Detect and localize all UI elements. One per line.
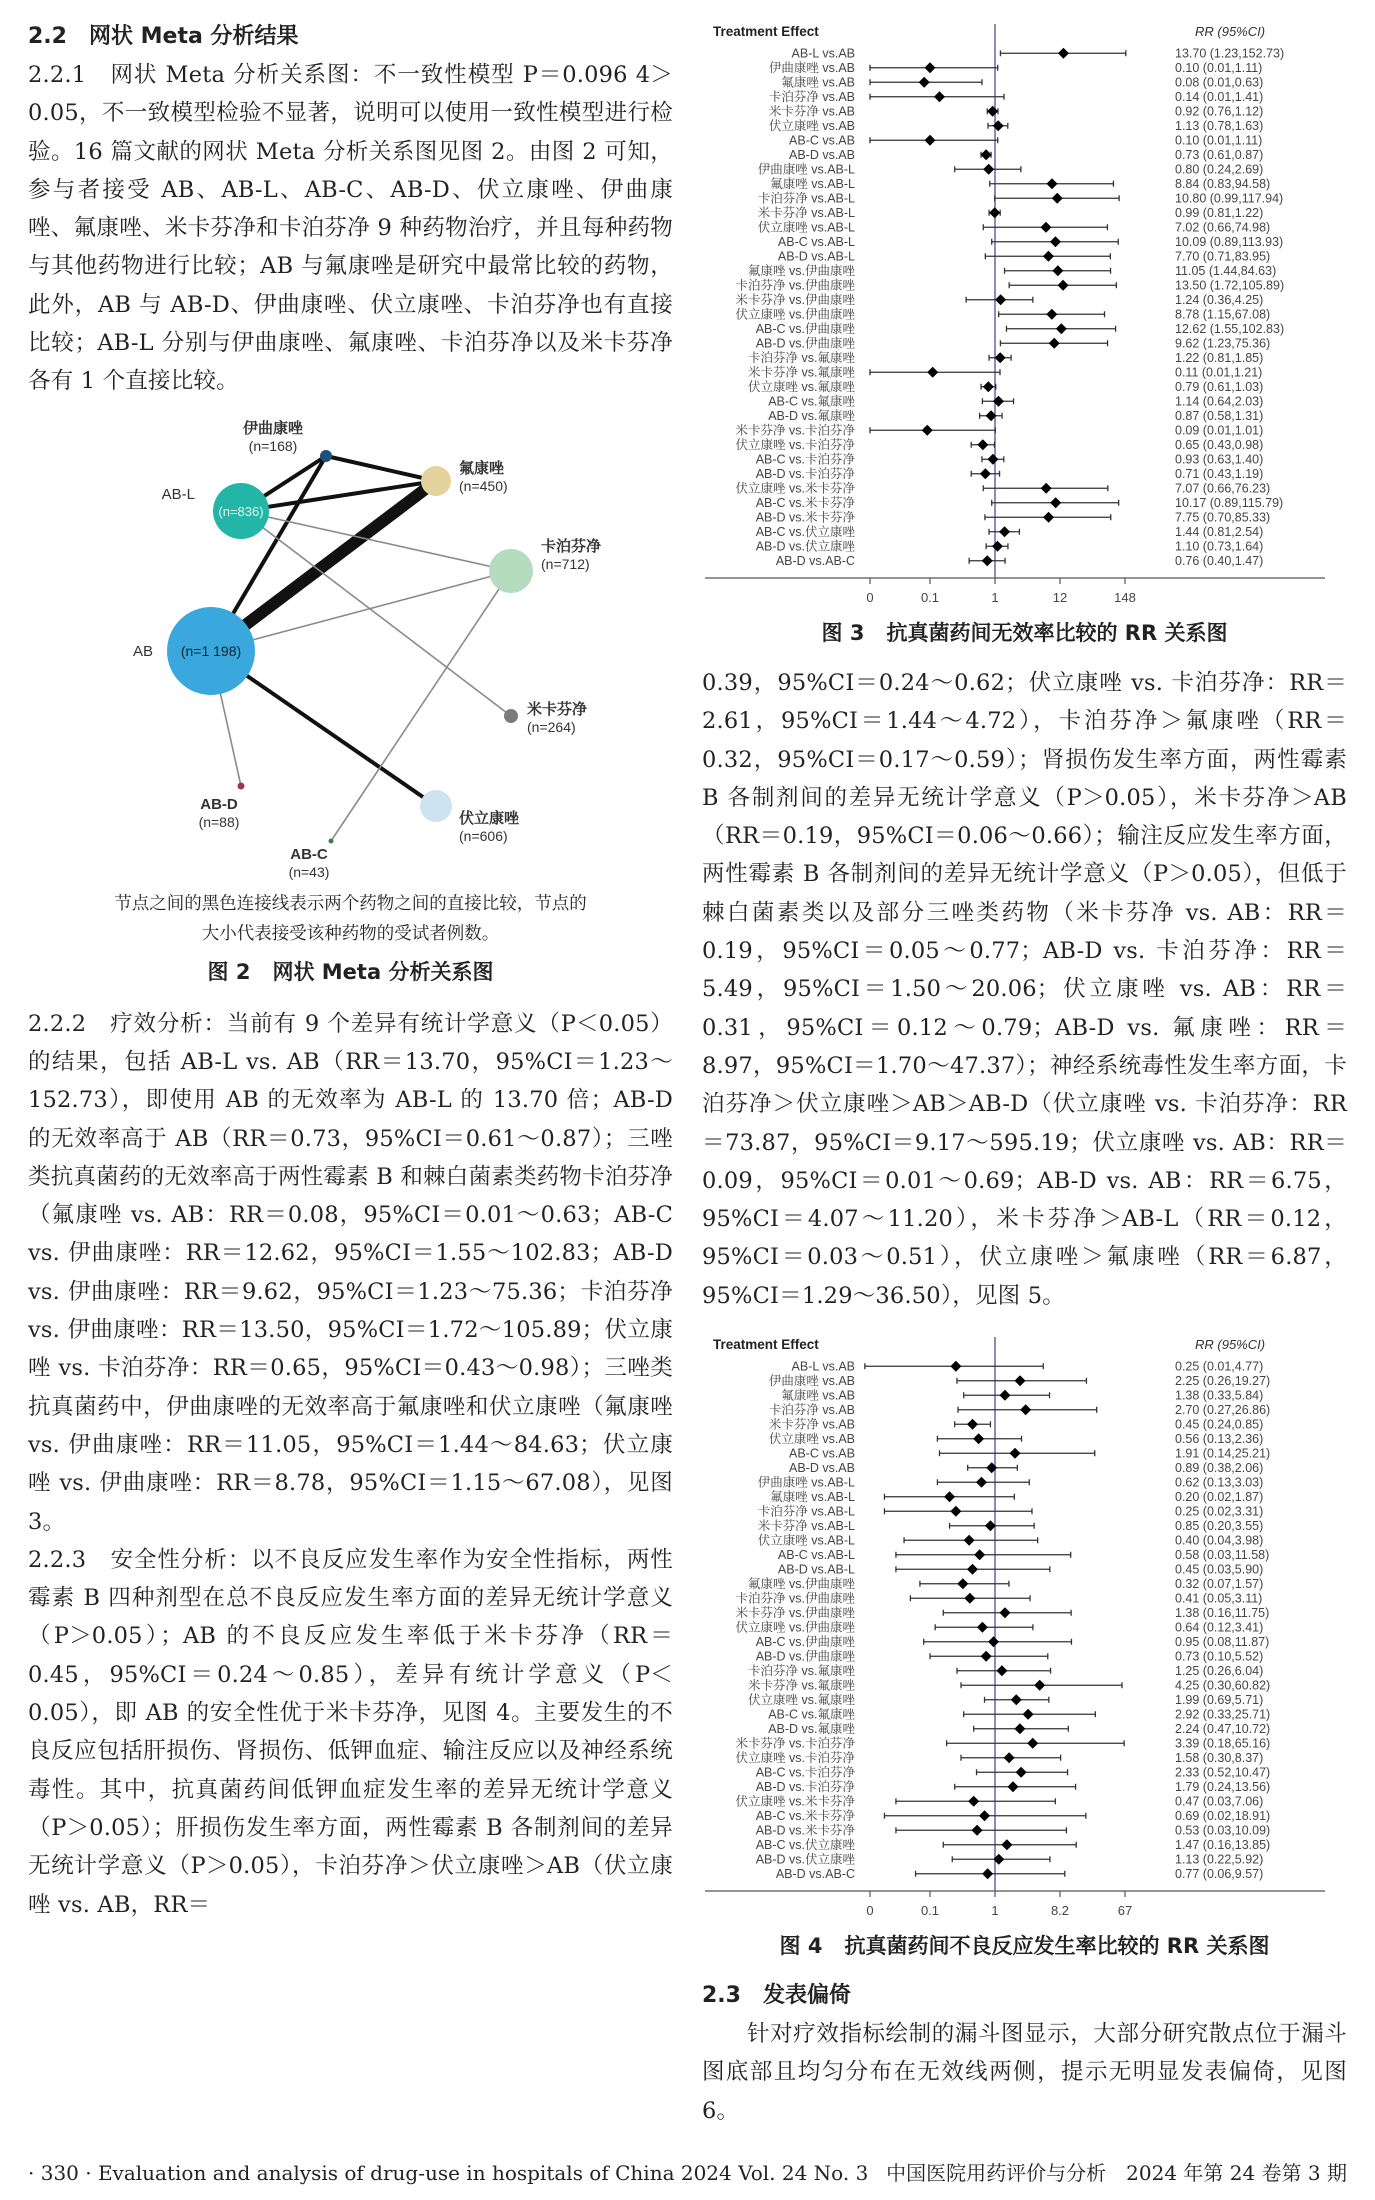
point-estimate-diamond	[1057, 48, 1068, 59]
node-name: AB-D	[199, 795, 238, 813]
row-label: 氟康唑 vs.AB-L	[769, 176, 855, 191]
point-estimate-diamond	[927, 367, 938, 378]
rr-ci-value: 0.14 (0.01,1.41)	[1174, 89, 1263, 104]
paragraph-2-2-1: 2.2.1 网状 Meta 分析关系图：不一致性模型 P＝0.096 4＞0.05，不一致模型检验不显著，说明可以使用一致性模型进行检验。16 篇文献的网状 Meta 分析关系图见图 2。由图 2 可知，参与者接受 AB、AB-L、AB-C、AB-D、伏立康唑、伊曲康唑、氟康唑、米卡芬净和卡泊芬净 9 种药物治疗，并且每种药物与其他药物进行比较；AB 与氟康唑是研究中最常比较的药物，此外，AB 与 AB-D、伊曲康唑、伏立康唑、卡泊芬净也有直接比较；AB-L 分别与伊曲康唑、氟康唑、卡泊芬净以及米卡芬净各有 1 个直接比较。	[28, 62, 673, 395]
node-name: AB-L	[161, 485, 195, 503]
node-count: (n=712)	[540, 555, 590, 572]
row-label: 伏立康唑 vs.伊曲康唑	[735, 307, 855, 322]
rr-ci-value: 0.53 (0.03,10.09)	[1174, 1823, 1270, 1838]
row-label: AB-C vs.伏立康唑	[755, 524, 855, 539]
network-node-label-ITRA	[242, 419, 303, 454]
point-estimate-diamond	[950, 1361, 961, 1372]
point-estimate-diamond	[996, 1665, 1007, 1676]
paragraph-2-3: 针对疗效指标绘制的漏斗图显示，大部分研究散点位于漏斗图底部且均匀分布在无效线两侧，提示无明显发表偏倚，见图 6。	[702, 2021, 1347, 2124]
rr-ci-value: 0.99 (0.81,1.22)	[1174, 205, 1263, 220]
point-estimate-diamond	[1050, 497, 1061, 508]
rr-ci-value: 0.76 (0.40,1.47)	[1174, 553, 1263, 568]
node-count: (n=606)	[458, 827, 508, 844]
row-label: 米卡芬净 vs.伊曲康唑	[735, 292, 855, 307]
point-estimate-diamond	[944, 1491, 955, 1502]
point-estimate-diamond	[999, 1390, 1010, 1401]
column-header-rr-ci: RR (95%CI)	[1194, 24, 1265, 39]
row-label: 氟康唑 vs.AB	[780, 75, 855, 90]
node-count: (n=450)	[458, 477, 508, 494]
node-count: (n=43)	[288, 863, 329, 880]
network-edge-ITRA-FLU	[326, 456, 436, 481]
point-estimate-diamond	[968, 1796, 979, 1807]
node-name: AB	[132, 642, 153, 660]
point-estimate-diamond	[964, 1593, 975, 1604]
point-estimate-diamond	[976, 1622, 987, 1633]
row-label: 米卡芬净 vs.氟康唑	[747, 1678, 855, 1693]
row-label: AB-D vs.氟康唑	[767, 1721, 855, 1736]
point-estimate-diamond	[982, 381, 993, 392]
rr-ci-value: 0.32 (0.07,1.57)	[1174, 1576, 1263, 1591]
rr-ci-value: 0.87 (0.58,1.31)	[1174, 408, 1263, 423]
network-node-label-ABC	[288, 846, 329, 880]
point-estimate-diamond	[980, 149, 991, 160]
figure-title: 抗真菌药间不良反应发生率比较的 RR 关系图	[844, 1934, 1270, 1959]
point-estimate-diamond	[984, 1520, 995, 1531]
point-estimate-diamond	[983, 164, 994, 175]
row-label: AB-C vs.米卡芬净	[755, 1808, 855, 1823]
point-estimate-diamond	[992, 120, 1003, 131]
point-estimate-diamond	[950, 1506, 961, 1517]
right-column	[702, 18, 1347, 2130]
rr-ci-value: 7.02 (0.66,74.98)	[1174, 220, 1270, 235]
rr-ci-value: 0.58 (0.03,11.58)	[1174, 1547, 1269, 1562]
rr-ci-value: 0.64 (0.12,3.41)	[1174, 1620, 1263, 1635]
row-label: AB-D vs.AB	[788, 1460, 855, 1475]
row-label: 卡泊芬净 vs.AB	[768, 1402, 855, 1417]
rr-ci-value: 1.79 (0.24,13.56)	[1174, 1779, 1270, 1794]
row-label: 氟康唑 vs.伊曲康唑	[747, 263, 855, 278]
point-estimate-diamond	[1034, 1680, 1045, 1691]
rr-ci-value: 2.33 (0.52,10.47)	[1174, 1765, 1270, 1780]
rr-ci-value: 10.09 (0.89,113.93)	[1174, 234, 1283, 249]
rr-ci-value: 0.85 (0.20,3.55)	[1174, 1518, 1263, 1533]
rr-ci-value: 1.14 (0.64,2.03)	[1174, 394, 1263, 409]
network-diagram	[91, 411, 611, 881]
row-label: AB-C vs.氟康唑	[767, 394, 855, 409]
node-name: 氟康唑	[458, 459, 504, 477]
point-estimate-diamond	[1052, 265, 1063, 276]
point-estimate-diamond	[979, 468, 990, 479]
point-estimate-diamond	[988, 1636, 999, 1647]
row-label: 米卡芬净 vs.AB	[768, 104, 855, 119]
rr-ci-value: 0.41 (0.05,3.11)	[1174, 1591, 1262, 1606]
network-node-label-ABD	[198, 796, 239, 830]
rr-ci-value: 2.25 (0.26,19.27)	[1174, 1373, 1270, 1388]
network-node-ABD	[237, 782, 244, 789]
node-name: 伏立康唑	[458, 809, 519, 827]
row-label: AB-D vs.卡泊芬净	[755, 1779, 855, 1794]
point-estimate-diamond	[1014, 1723, 1025, 1734]
x-tick-label: 0.1	[920, 1903, 939, 1919]
rr-ci-value: 0.62 (0.13,3.03)	[1174, 1475, 1263, 1490]
point-estimate-diamond	[989, 207, 1000, 218]
network-node-label-CAS	[541, 537, 601, 572]
rr-ci-value: 0.10 (0.01,1.11)	[1174, 133, 1262, 148]
row-label: 米卡芬净 vs.卡泊芬净	[735, 1736, 855, 1751]
point-estimate-diamond	[987, 454, 998, 465]
rr-ci-value: 1.99 (0.69,5.71)	[1174, 1692, 1263, 1707]
network-node-label-MIC	[526, 700, 587, 735]
column-header-rr-ci: RR (95%CI)	[1194, 1337, 1265, 1353]
row-label: 卡泊芬净 vs.AB	[768, 89, 855, 104]
point-estimate-diamond	[933, 91, 944, 102]
row-label: 伏立康唑 vs.AB	[768, 118, 855, 133]
point-estimate-diamond	[1027, 1738, 1038, 1749]
rr-ci-value: 0.47 (0.03,7.06)	[1174, 1794, 1263, 1809]
left-column	[28, 18, 673, 2130]
row-label: AB-D vs.伏立康唑	[755, 539, 855, 554]
rr-ci-value: 2.70 (0.27,26.86)	[1174, 1402, 1270, 1417]
rr-ci-value: 1.10 (0.73,1.64)	[1174, 539, 1263, 554]
figure-title: 抗真菌药间无效率比较的 RR 关系图	[886, 621, 1228, 645]
point-estimate-diamond	[979, 1810, 990, 1821]
point-estimate-diamond	[1051, 193, 1062, 204]
network-node-VOR	[420, 790, 452, 822]
node-name: 伊曲康唑	[242, 419, 303, 437]
figure-4-caption	[702, 1931, 1347, 1961]
rr-ci-value: 0.93 (0.63,1.40)	[1174, 452, 1263, 467]
row-label: 伊曲康唑 vs.AB	[768, 1373, 855, 1388]
rr-ci-value: 0.20 (0.02,1.87)	[1174, 1489, 1263, 1504]
point-estimate-diamond	[1040, 483, 1051, 494]
point-estimate-diamond	[966, 1419, 977, 1430]
rr-ci-value: 0.40 (0.04,3.98)	[1174, 1533, 1263, 1548]
rr-ci-value: 0.25 (0.01,4.77)	[1174, 1359, 1263, 1374]
point-estimate-diamond	[1022, 1709, 1033, 1720]
figure-number: 图 4	[779, 1934, 823, 1959]
node-count: (n=88)	[198, 813, 239, 830]
network-node-label-FLU	[459, 459, 508, 494]
figure-number: 图 2	[207, 959, 251, 984]
rr-ci-value: 0.71 (0.43,1.19)	[1174, 466, 1263, 481]
point-estimate-diamond	[1020, 1404, 1031, 1415]
rr-ci-value: 0.25 (0.02,3.31)	[1174, 1504, 1263, 1519]
network-node-FLU	[421, 466, 451, 496]
rr-ci-value: 0.10 (0.01,1.11)	[1174, 60, 1262, 75]
row-label: AB-C vs.AB	[788, 133, 855, 148]
network-node-MIC	[504, 709, 518, 723]
row-label: AB-C vs.卡泊芬净	[755, 452, 855, 467]
row-label: 氟康唑 vs.AB	[780, 1388, 855, 1403]
row-label: AB-D vs.氟康唑	[767, 408, 855, 423]
row-label: AB-D vs.AB-C	[775, 553, 855, 568]
point-estimate-diamond	[976, 1477, 987, 1488]
rr-ci-value: 12.62 (1.55,102.83)	[1174, 321, 1284, 336]
rr-ci-value: 1.13 (0.78,1.63)	[1174, 118, 1263, 133]
row-label: AB-C vs.伏立康唑	[755, 1837, 855, 1852]
rr-ci-value: 0.69 (0.02,18.91)	[1174, 1808, 1270, 1823]
rr-ci-value: 1.25 (0.26,6.04)	[1174, 1663, 1263, 1678]
point-estimate-diamond	[1055, 323, 1066, 334]
section-number: 2.2	[28, 24, 67, 49]
row-label: AB-D vs.米卡芬净	[755, 1823, 855, 1838]
row-label: 伏立康唑 vs.AB-L	[757, 220, 855, 235]
x-tick-label: 0.1	[920, 590, 939, 605]
node-name: AB-C	[289, 845, 328, 863]
node-count: (n=264)	[526, 718, 576, 735]
section-number: 2.3	[702, 1983, 741, 2009]
row-label: 伏立康唑 vs.米卡芬净	[735, 481, 855, 496]
figure-3-caption	[702, 618, 1347, 648]
node-name: 米卡芬净	[526, 700, 587, 718]
x-tick-label: 0	[865, 1903, 874, 1919]
row-label: 伏立康唑 vs.氟康唑	[747, 1692, 855, 1707]
row-label: 米卡芬净 vs.AB	[768, 1417, 855, 1432]
row-label: AB-C vs.伊曲康唑	[755, 1634, 855, 1649]
point-estimate-diamond	[981, 555, 992, 566]
row-label: 米卡芬净 vs.卡泊芬净	[735, 423, 855, 438]
point-estimate-diamond	[1007, 1781, 1018, 1792]
point-estimate-diamond	[971, 1825, 982, 1836]
figure-2-caption	[28, 957, 673, 987]
point-estimate-diamond	[963, 1535, 974, 1546]
x-tick-label: 148	[1113, 590, 1136, 605]
rr-ci-value: 1.24 (0.36,4.25)	[1174, 292, 1263, 307]
network-node-ABC	[328, 838, 333, 843]
section-heading-2-2	[28, 18, 673, 56]
rr-ci-value: 1.38 (0.16,11.75)	[1174, 1605, 1269, 1620]
point-estimate-diamond	[991, 541, 1002, 552]
point-estimate-diamond	[1009, 1448, 1020, 1459]
point-estimate-diamond	[1048, 338, 1059, 349]
point-estimate-diamond	[966, 1564, 977, 1575]
row-label: 卡泊芬净 vs.伊曲康唑	[735, 1591, 855, 1606]
point-estimate-diamond	[1001, 1839, 1012, 1850]
point-estimate-diamond	[1040, 222, 1051, 233]
rr-ci-value: 10.80 (0.99,117.94)	[1174, 191, 1283, 206]
point-estimate-diamond	[1043, 512, 1054, 523]
point-estimate-diamond	[1049, 236, 1060, 247]
row-label: AB-D vs.AB-L	[777, 249, 855, 264]
rr-ci-value: 1.91 (0.14,25.21)	[1174, 1446, 1270, 1461]
rr-ci-value: 0.08 (0.01,0.63)	[1174, 75, 1263, 90]
node-count: (n=168)	[248, 437, 297, 454]
point-estimate-diamond	[921, 425, 932, 436]
point-estimate-diamond	[974, 1549, 985, 1560]
row-label: AB-L vs.AB	[791, 1359, 855, 1374]
row-label: AB-C vs.卡泊芬净	[755, 1765, 855, 1780]
point-estimate-diamond	[918, 77, 929, 88]
footer-left: · 330 · Evaluation and analysis of drug-use in hospitals of China 2024 Vol. 24 No. 3	[28, 2160, 869, 2185]
row-label: 伏立康唑 vs.卡泊芬净	[735, 437, 855, 452]
rr-ci-value: 13.50 (1.72,105.89)	[1174, 278, 1284, 293]
rr-ci-value: 0.92 (0.76,1.12)	[1174, 104, 1263, 119]
point-estimate-diamond	[994, 352, 1005, 363]
point-estimate-diamond	[982, 1868, 993, 1879]
row-label: 氟康唑 vs.伊曲康唑	[747, 1576, 855, 1591]
rr-ci-value: 2.24 (0.47,10.72)	[1174, 1721, 1270, 1736]
point-estimate-diamond	[1015, 1767, 1026, 1778]
section-title: 发表偏倚	[762, 1983, 851, 2009]
point-estimate-diamond	[973, 1433, 984, 1444]
point-estimate-diamond	[1042, 251, 1053, 262]
row-label: 氟康唑 vs.AB-L	[769, 1489, 855, 1504]
point-estimate-diamond	[924, 135, 935, 146]
row-label: AB-D vs.伏立康唑	[755, 1852, 855, 1867]
row-label: AB-D vs.伊曲康唑	[755, 336, 855, 351]
row-label: 米卡芬净 vs.AB-L	[757, 205, 855, 220]
point-estimate-diamond	[1003, 1752, 1014, 1763]
point-estimate-diamond	[1046, 178, 1057, 189]
section-title: 网状 Meta 分析结果	[88, 24, 299, 49]
rr-ci-value: 0.79 (0.61,1.03)	[1174, 379, 1263, 394]
row-label: 米卡芬净 vs.AB-L	[757, 1518, 855, 1533]
row-label: AB-L vs.AB	[791, 46, 855, 61]
figure-2-note-line-1: 节点之间的黑色连接线表示两个药物之间的直接比较，节点的	[114, 893, 587, 914]
rr-ci-value: 4.25 (0.30,60.82)	[1174, 1678, 1270, 1693]
row-label: 伏立康唑 vs.卡泊芬净	[735, 1750, 855, 1765]
rr-ci-value: 9.62 (1.23,75.36)	[1174, 336, 1270, 351]
rr-ci-value: 1.58 (0.30,8.37)	[1174, 1750, 1263, 1765]
forest-plot-figure-4	[705, 1331, 1345, 1925]
row-label: AB-C vs.氟康唑	[767, 1707, 855, 1722]
point-estimate-diamond	[987, 106, 998, 117]
point-estimate-diamond	[924, 62, 935, 73]
row-label: 米卡芬净 vs.氟康唑	[747, 365, 855, 380]
point-estimate-diamond	[980, 1651, 991, 1662]
rr-ci-value: 1.44 (0.81,2.54)	[1174, 524, 1263, 539]
row-label: 伊曲康唑 vs.AB	[768, 60, 855, 75]
rr-ci-value: 0.11 (0.01,1.21)	[1174, 365, 1262, 380]
rr-ci-value: 0.73 (0.10,5.52)	[1174, 1649, 1263, 1664]
row-label: 卡泊芬净 vs.伊曲康唑	[735, 278, 855, 293]
row-label: 伏立康唑 vs.AB	[768, 1431, 855, 1446]
rr-ci-value: 2.92 (0.33,25.71)	[1174, 1707, 1270, 1722]
rr-ci-value: 13.70 (1.23,152.73)	[1174, 46, 1284, 61]
row-label: 伏立康唑 vs.AB-L	[757, 1533, 855, 1548]
point-estimate-diamond	[977, 439, 988, 450]
row-label: AB-C vs.AB-L	[777, 234, 855, 249]
section-heading-2-3	[702, 1977, 1347, 2015]
row-label: 伊曲康唑 vs.AB-L	[757, 162, 855, 177]
network-node-label-VOR	[459, 809, 520, 844]
point-estimate-diamond	[995, 294, 1006, 305]
point-estimate-diamond	[999, 526, 1010, 537]
rr-ci-value: 0.80 (0.24,2.69)	[1174, 162, 1263, 177]
footer-right: 中国医院用药评价与分析 2024 年第 24 卷第 3 期	[886, 2160, 1347, 2185]
point-estimate-diamond	[999, 1607, 1010, 1618]
network-node-ITRA	[320, 450, 332, 462]
row-label: AB-D vs.AB-C	[775, 1866, 855, 1881]
row-label: 伏立康唑 vs.伊曲康唑	[735, 1620, 855, 1635]
figure-2-note-line-2: 大小代表接受该种药物的受试者例数。	[201, 923, 500, 944]
row-label: 伏立康唑 vs.氟康唑	[747, 379, 855, 394]
row-label: AB-C vs.米卡芬净	[755, 495, 855, 510]
rr-ci-value: 1.38 (0.33,5.84)	[1174, 1388, 1263, 1403]
rr-ci-value: 1.47 (0.16,13.85)	[1174, 1837, 1270, 1852]
rr-ci-value: 0.89 (0.38,2.06)	[1174, 1460, 1263, 1475]
rr-ci-value: 3.39 (0.18,65.16)	[1174, 1736, 1270, 1751]
row-label: 伏立康唑 vs.米卡芬净	[735, 1794, 855, 1809]
rr-ci-value: 0.56 (0.13,2.36)	[1174, 1431, 1263, 1446]
row-label: 卡泊芬净 vs.AB-L	[757, 191, 855, 206]
x-tick-label: 67	[1117, 1903, 1132, 1919]
row-label: AB-D vs.AB-L	[777, 1562, 855, 1577]
row-label: 卡泊芬净 vs.氟康唑	[747, 350, 855, 365]
x-tick-label: 0	[865, 590, 874, 605]
rr-ci-value: 8.78 (1.15,67.08)	[1174, 307, 1270, 322]
rr-ci-value: 8.84 (0.83,94.58)	[1174, 176, 1270, 191]
rr-ci-value: 1.22 (0.81,1.85)	[1174, 350, 1263, 365]
row-label: 伊曲康唑 vs.AB-L	[757, 1475, 855, 1490]
row-label: AB-D vs.米卡芬净	[755, 510, 855, 525]
point-estimate-diamond	[957, 1578, 968, 1589]
x-tick-label: 1	[990, 590, 999, 605]
column-header-treatment-effect: Treatment Effect	[712, 1337, 819, 1353]
row-label: AB-C vs.AB-L	[777, 1547, 855, 1562]
figure-title: 网状 Meta 分析关系图	[272, 959, 494, 984]
row-label: AB-C vs.伊曲康唑	[755, 321, 855, 336]
rr-ci-value: 0.45 (0.03,5.90)	[1174, 1562, 1263, 1577]
point-estimate-diamond	[1014, 1375, 1025, 1386]
rr-ci-value: 7.70 (0.71,83.95)	[1174, 249, 1270, 264]
rr-ci-value: 0.09 (0.01,1.01)	[1174, 423, 1263, 438]
network-node-CAS	[489, 549, 533, 593]
row-label: 卡泊芬净 vs.AB-L	[757, 1504, 855, 1519]
rr-ci-value: 7.07 (0.66,76.23)	[1174, 481, 1270, 496]
node-name: 卡泊芬净	[540, 537, 601, 555]
row-label: AB-D vs.卡泊芬净	[755, 466, 855, 481]
row-label: AB-C vs.AB	[788, 1446, 855, 1461]
paragraph-2-2-2: 2.2.2 疗效分析：当前有 9 个差异有统计学意义（P＜0.05）的结果，包括 AB-L vs. AB（RR＝13.70，95%CI＝1.23～152.73），即使用 AB 的无效率为 AB-L 的 13.70 倍；AB-D 的无效率高于 AB（RR＝0.73，95%CI＝0.61～0.87）；三唑类抗真菌药的无效率高于两性霉素 B 和棘白菌素类药物卡泊芬净（氟康唑 vs. AB：RR＝0.08，95%CI＝0.01～0.63；AB-C vs. 伊曲康唑：RR＝12.62，95%CI＝1.55～102.83；AB-D vs. 伊曲康唑：RR＝9.62，95%CI＝1.23～75.36；卡泊芬净 vs. 伊曲康唑：RR＝13.50，95%CI＝1.72～105.89；伏立康唑 vs. 卡泊芬净：RR＝0.65，95%CI＝0.43～0.98）；三唑类抗真菌药中，伊曲康唑的无效率高于氟康唑和伏立康唑（氟康唑 vs. 伊曲康唑：RR＝11.05，95%CI＝1.44～84.63；伏立康唑 vs. 伊曲康唑：RR＝8.78，95%CI＝1.15～67.08），见图 3。	[28, 1010, 673, 1535]
rr-ci-value: 7.75 (0.70,85.33)	[1174, 510, 1270, 525]
paragraph-2-2-3-continued: 0.39，95%CI＝0.24～0.62；伏立康唑 vs. 卡泊芬净：RR＝2.61，95%CI＝1.44～4.72），卡泊芬净＞氟康唑（RR＝0.32，95%CI＝0.17～0.59）；肾损伤发生率方面，两性霉素 B 各制剂间的差异无统计学意义（P＞0.05），米卡芬净＞AB（RR＝0.19，95%CI＝0.06～0.66）；输注反应发生率方面，两性霉素 B 各制剂间的差异无统计学意义（P＞0.05），但低于棘白菌素类以及部分三唑类药物（米卡芬净 vs. AB：RR＝0.19，95%CI＝0.05～0.77；AB-D vs. 卡泊芬净：RR＝5.49，95%CI＝1.50～20.06；伏立康唑 vs. AB：RR＝0.31，95%CI＝0.12～0.79；AB-D vs. 氟康唑：RR＝8.97，95%CI＝1.70～47.37）；神经系统毒性发生率方面，卡泊芬净＞伏立康唑＞AB＞AB-D（伏立康唑 vs. 卡泊芬净：RR＝73.87，95%CI＝9.17～595.19；伏立康唑 vs. AB：RR＝0.09，95%CI＝0.01～0.69；AB-D vs. AB：RR＝6.75，95%CI＝4.07～11.20），米卡芬净＞AB-L（RR＝0.12，95%CI＝0.03～0.51），伏立康唑＞氟康唑（RR＝6.87，95%CI＝1.29～36.50），见图 5。	[702, 670, 1347, 1309]
row-label: 卡泊芬净 vs.氟康唑	[747, 1663, 855, 1678]
network-node-label-AB	[132, 643, 240, 660]
x-tick-label: 8.2	[1050, 1903, 1069, 1919]
x-tick-label: 1	[990, 1903, 999, 1919]
figure-number: 图 3	[821, 621, 865, 645]
point-estimate-diamond	[1046, 309, 1057, 320]
node-count: (n=836)	[217, 503, 264, 519]
forest-plot-figure-3	[705, 18, 1345, 612]
rr-ci-value: 10.17 (0.89,115.79)	[1174, 495, 1283, 510]
column-header-treatment-effect: Treatment Effect	[712, 24, 819, 39]
rr-ci-value: 0.95 (0.08,11.87)	[1174, 1634, 1269, 1649]
x-tick-label: 12	[1052, 590, 1067, 605]
row-label: AB-D vs.AB	[788, 147, 855, 162]
rr-ci-value: 0.45 (0.24,0.85)	[1174, 1417, 1263, 1432]
rr-ci-value: 0.73 (0.61,0.87)	[1174, 147, 1263, 162]
rr-ci-value: 0.65 (0.43,0.98)	[1174, 437, 1263, 452]
point-estimate-diamond	[1057, 280, 1068, 291]
paragraph-2-2-3: 2.2.3 安全性分析：以不良反应发生率作为安全性指标，两性霉素 B 四种剂型在总不良反应发生率方面的差异无统计学意义（P＞0.05）；AB 的不良反应发生率低于米卡芬净（RR＝0.45，95%CI＝0.24～0.85），差异有统计学意义（P＜0.05），即 AB 的安全性优于米卡芬净，见图 4。主要发生的不良反应包括肝损伤、肾损伤、低钾血症、输注反应以及神经系统毒性。其中，抗真菌药间低钾血症发生率的差异无统计学意义（P＞0.05）；肝损伤发生率方面，两性霉素 B 各制剂间的差异无统计学意义（P＞0.05），卡泊芬净＞伏立康唑＞AB（伏立康唑 vs. AB，RR＝	[28, 1546, 673, 1918]
node-count: (n=1 198)	[180, 642, 241, 659]
row-label: AB-D vs.伊曲康唑	[755, 1649, 855, 1664]
rr-ci-value: 11.05 (1.44,84.63)	[1174, 263, 1276, 278]
rr-ci-value: 0.77 (0.06,9.57)	[1174, 1866, 1263, 1881]
point-estimate-diamond	[1010, 1694, 1021, 1705]
footer	[0, 2130, 1375, 2200]
rr-ci-value: 1.13 (0.22,5.92)	[1174, 1852, 1263, 1867]
row-label: 米卡芬净 vs.伊曲康唑	[735, 1605, 855, 1620]
